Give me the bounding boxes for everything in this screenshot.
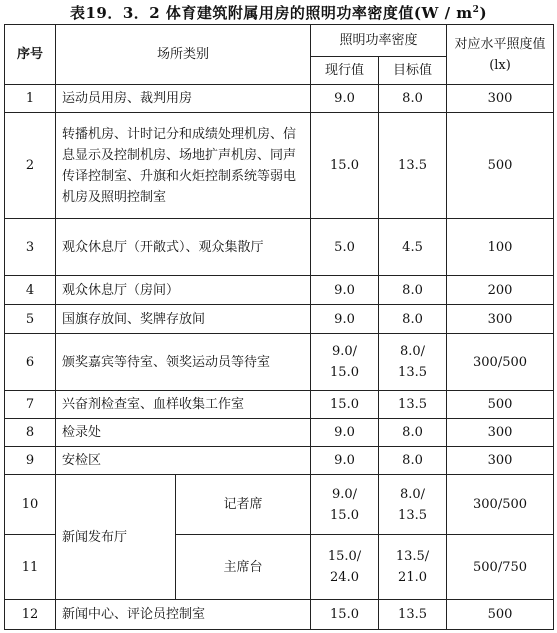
row-current: 15.0/ 24.0 bbox=[311, 535, 379, 599]
row-no: 10 bbox=[5, 475, 56, 535]
row-current: 9.0 bbox=[311, 419, 379, 447]
row-lux: 300 bbox=[447, 447, 554, 475]
row-lux: 300/500 bbox=[447, 334, 554, 391]
row-no: 6 bbox=[5, 334, 56, 391]
table-title bbox=[0, 2, 557, 23]
row-current: 5.0 bbox=[311, 219, 379, 276]
header-seq: 序号 bbox=[5, 25, 56, 85]
row-place: 安检区 bbox=[56, 447, 311, 475]
header-lpd: 照明功率密度 bbox=[311, 25, 447, 57]
row-lux: 500 bbox=[447, 599, 554, 629]
row-no: 4 bbox=[5, 276, 56, 305]
title-text: 表19．3．2 体育建筑附属用房的照明功率密度值(W / m bbox=[69, 4, 473, 22]
row-target: 13.5 bbox=[379, 113, 447, 219]
row-target: 13.5/ 21.0 bbox=[379, 535, 447, 599]
row-target: 13.5 bbox=[379, 599, 447, 629]
table-row bbox=[5, 334, 554, 391]
table-row bbox=[5, 305, 554, 334]
row-no: 2 bbox=[5, 113, 56, 219]
row-current: 9.0 bbox=[311, 276, 379, 305]
row-place: 主席台 bbox=[176, 535, 311, 599]
row-no: 12 bbox=[5, 599, 56, 629]
row-no: 1 bbox=[5, 85, 56, 113]
title-superscript: 2 bbox=[472, 5, 480, 15]
row-current: 15.0 bbox=[311, 113, 379, 219]
row-place: 新闻中心、评论员控制室 bbox=[56, 599, 311, 629]
row-target: 8.0/ 13.5 bbox=[379, 475, 447, 535]
row-current: 9.0 bbox=[311, 305, 379, 334]
row-target: 8.0/ 13.5 bbox=[379, 334, 447, 391]
row-target: 8.0 bbox=[379, 85, 447, 113]
table-row bbox=[5, 113, 554, 219]
header-illuminance bbox=[447, 25, 554, 85]
row-place: 转播机房、计时记分和成绩处理机房、信息显示及控制机房、场地扩声机房、同声传译控制室、升旗和火炬控制系统等弱电机房及照明控制室 bbox=[56, 113, 311, 219]
row-place: 兴奋剂检查室、血样收集工作室 bbox=[56, 391, 311, 419]
row-place: 国旗存放间、奖牌存放间 bbox=[56, 305, 311, 334]
row-place: 运动员用房、裁判用房 bbox=[56, 85, 311, 113]
title-suffix: ) bbox=[479, 4, 488, 22]
row-place: 记者席 bbox=[176, 475, 311, 535]
press-group-label: 新闻发布厅 bbox=[56, 475, 176, 600]
row-current: 9.0/ 15.0 bbox=[311, 334, 379, 391]
table-row bbox=[5, 419, 554, 447]
row-target: 8.0 bbox=[379, 447, 447, 475]
table-row bbox=[5, 391, 554, 419]
row-lux: 100 bbox=[447, 219, 554, 276]
lpd-table bbox=[4, 24, 554, 630]
header-row-1 bbox=[5, 25, 554, 57]
row-no: 5 bbox=[5, 305, 56, 334]
table-row bbox=[5, 219, 554, 276]
header-current: 现行值 bbox=[311, 57, 379, 85]
table-row bbox=[5, 447, 554, 475]
row-current: 15.0 bbox=[311, 391, 379, 419]
header-illum-unit: (lx) bbox=[489, 57, 511, 73]
row-lux: 300 bbox=[447, 419, 554, 447]
table-row bbox=[5, 475, 554, 535]
row-target: 8.0 bbox=[379, 305, 447, 334]
row-current: 9.0/ 15.0 bbox=[311, 475, 379, 535]
row-no: 11 bbox=[5, 535, 56, 599]
row-no: 9 bbox=[5, 447, 56, 475]
row-target: 8.0 bbox=[379, 276, 447, 305]
row-lux: 200 bbox=[447, 276, 554, 305]
header-illum-label: 对应水平照度值 bbox=[454, 36, 546, 52]
table-row bbox=[5, 276, 554, 305]
row-no: 3 bbox=[5, 219, 56, 276]
row-lux: 500 bbox=[447, 113, 554, 219]
row-current: 9.0 bbox=[311, 447, 379, 475]
table-row bbox=[5, 599, 554, 629]
row-place: 颁奖嘉宾等待室、领奖运动员等待室 bbox=[56, 334, 311, 391]
row-target: 13.5 bbox=[379, 391, 447, 419]
row-current: 9.0 bbox=[311, 85, 379, 113]
row-lux: 500/750 bbox=[447, 535, 554, 599]
row-target: 8.0 bbox=[379, 419, 447, 447]
row-current: 15.0 bbox=[311, 599, 379, 629]
table-row bbox=[5, 85, 554, 113]
row-lux: 300 bbox=[447, 305, 554, 334]
row-lux: 300/500 bbox=[447, 475, 554, 535]
row-no: 7 bbox=[5, 391, 56, 419]
row-target: 4.5 bbox=[379, 219, 447, 276]
row-lux: 500 bbox=[447, 391, 554, 419]
row-no: 8 bbox=[5, 419, 56, 447]
row-place: 检录处 bbox=[56, 419, 311, 447]
header-target: 目标值 bbox=[379, 57, 447, 85]
row-lux: 300 bbox=[447, 85, 554, 113]
row-place: 观众休息厅（开敞式）、观众集散厅 bbox=[56, 219, 311, 276]
row-place: 观众休息厅（房间） bbox=[56, 276, 311, 305]
header-place: 场所类别 bbox=[56, 25, 311, 85]
